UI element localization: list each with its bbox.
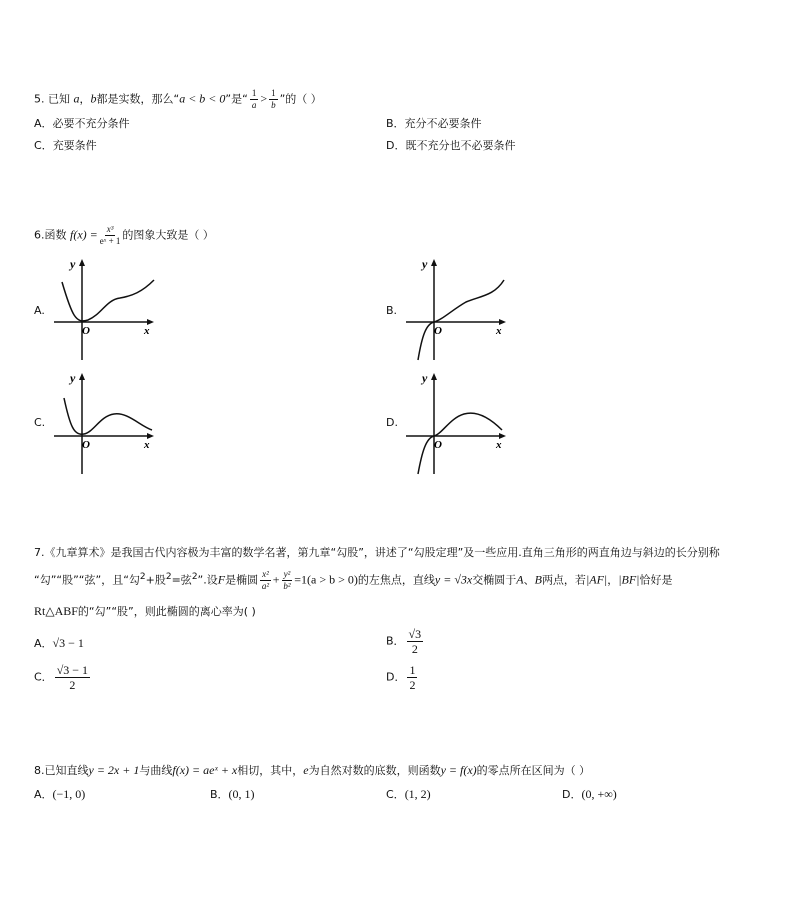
q6-graph-b[interactable] xyxy=(404,256,514,364)
q5-stem xyxy=(34,89,322,110)
axis-label-y: y xyxy=(70,257,76,271)
q5-frac-1a: $\frac{1}{a}$ xyxy=(251,88,257,110)
origin-label: O xyxy=(82,325,90,337)
q6-label-a[interactable]: A. xyxy=(34,304,45,317)
axis-label-x: x xyxy=(144,439,150,451)
q8-option-d[interactable]: D．(0, +∞) xyxy=(562,787,617,801)
q5-var-a: a xyxy=(73,91,80,106)
q6-graph-a[interactable] xyxy=(52,256,162,364)
q6-fraction: $\frac{\text{x³}}{\text{eˣ + 1}}$ xyxy=(99,224,121,246)
q6-text: 的图象大致是（ ） xyxy=(122,228,214,242)
axis-label-x: x xyxy=(496,325,502,337)
axis-label-x: x xyxy=(144,325,150,337)
q7-ellipse-x: $\frac{\text{x²}}{\text{a²}}$ xyxy=(261,569,270,591)
curve xyxy=(64,398,152,434)
q6-stem xyxy=(34,225,214,246)
q8-curve-eq: f(x) = aeˣ + x xyxy=(172,763,238,777)
q6-graph-c[interactable] xyxy=(52,370,162,478)
q5-sep: ， xyxy=(79,92,91,106)
origin-label: O xyxy=(434,325,442,337)
axis-label-x: x xyxy=(496,439,502,451)
q7-line-3: Rt△ABF的“勾”“股”，则此椭圆的离心率为( ) xyxy=(34,604,256,618)
curve xyxy=(62,280,154,321)
q8-stem: 8.已知直线y = 2x + 1与曲线f(x) = aeˣ + x相切，其中，e为自然对数的底数，则函数y = f(x)的零点所在区间为（ ） xyxy=(34,763,591,777)
q5-option-c[interactable]: C．充要条件 xyxy=(34,139,97,152)
q5-option-d[interactable]: D．既不充分也不必要条件 xyxy=(386,139,516,152)
q7-option-c[interactable]: C． $\frac{√3 - 1}{2}$ xyxy=(34,663,89,692)
axis-label-y: y xyxy=(422,371,428,385)
y-axis-arrow-icon xyxy=(431,373,437,380)
q8-option-c[interactable]: C．(1, 2) xyxy=(386,787,431,801)
q5-text: ”的（ ） xyxy=(279,92,322,106)
q7-ellipse-y: $\frac{\text{y²}}{\text{b²}}$ xyxy=(283,569,291,591)
q7-text: 《九章算术》是我国古代内容极为丰富的数学名著，第九章“勾股”，讲述了“勾股定理”及一些应用.直角三角形的两直角边与斜边的长分别称 xyxy=(44,546,720,559)
q6-text: 函数 xyxy=(44,228,67,242)
q7-ellipse-rhs: =1(a > b > 0) xyxy=(294,572,358,587)
q7-line-2: “勾”“股”“弦”，且“勾$^2$+股$^2$=弦$^2$”.设F是椭圆 $\frac{\text{x²}}{\text{a²}}$ + $\frac{\text{y²}}{\text{b²}}$ =1(a > b > 0)的左焦点，直线y = √3x交椭圆于A、B两点，若|AF|，|BF|恰好是 xyxy=(34,569,673,591)
y-axis-arrow-icon xyxy=(79,259,85,266)
q7-option-b[interactable]: B． $\frac{√3}{2}$ xyxy=(386,627,422,656)
q6-number: 6. xyxy=(34,228,45,242)
q5-var-b: b xyxy=(90,91,97,106)
y-axis-arrow-icon xyxy=(431,259,437,266)
q7-number: 7. xyxy=(34,546,45,559)
q7-var-f: F xyxy=(217,572,226,587)
q8-line-eq: y = 2x + 1 xyxy=(88,763,140,777)
q5-option-b[interactable]: B．充分不必要条件 xyxy=(386,117,482,130)
q7-abs-af: |AF| xyxy=(585,572,608,587)
q8-func: y = f(x) xyxy=(440,763,477,777)
q5-number: 5. xyxy=(34,92,45,106)
q5-text: ”是“ xyxy=(225,92,248,106)
q8-option-b[interactable]: B．(0, 1) xyxy=(210,787,255,801)
q5-condition: a < b < 0 xyxy=(179,91,226,106)
q7-rt-triangle: Rt△ABF xyxy=(34,604,78,618)
origin-label: O xyxy=(434,439,442,451)
q5-text: 都是实数，那么“ xyxy=(96,92,180,106)
y-axis-arrow-icon xyxy=(79,373,85,380)
q7-line-1 xyxy=(34,547,720,558)
q7-abs-bf: |BF| xyxy=(618,572,640,587)
q6-label-c[interactable]: C. xyxy=(34,416,46,429)
q5-option-a[interactable]: A．必要不充分条件 xyxy=(34,117,130,130)
q8-number: 8. xyxy=(34,764,45,777)
q7-line-eq: y = √3x xyxy=(434,572,473,587)
q6-label-b[interactable]: B. xyxy=(386,304,398,317)
q5-frac-1b: $\frac{1}{b}$ xyxy=(271,88,276,110)
origin-label: O xyxy=(82,439,90,451)
q8-option-a[interactable]: A．(−1, 0) xyxy=(34,787,86,801)
q6-graph-d[interactable] xyxy=(404,370,514,478)
q6-label-d[interactable]: D. xyxy=(386,416,398,429)
curve xyxy=(418,413,502,474)
q5-gt: > xyxy=(260,91,268,106)
q7-option-a[interactable]: A．√3 − 1 xyxy=(34,636,84,650)
curve xyxy=(418,280,504,360)
q7-option-d[interactable]: D． $\frac{1}{2}$ xyxy=(386,663,416,692)
q6-fx: f(x) = xyxy=(70,227,98,242)
q5-text: 已知 xyxy=(48,92,70,106)
axis-label-y: y xyxy=(70,371,76,385)
axis-label-y: y xyxy=(422,257,428,271)
